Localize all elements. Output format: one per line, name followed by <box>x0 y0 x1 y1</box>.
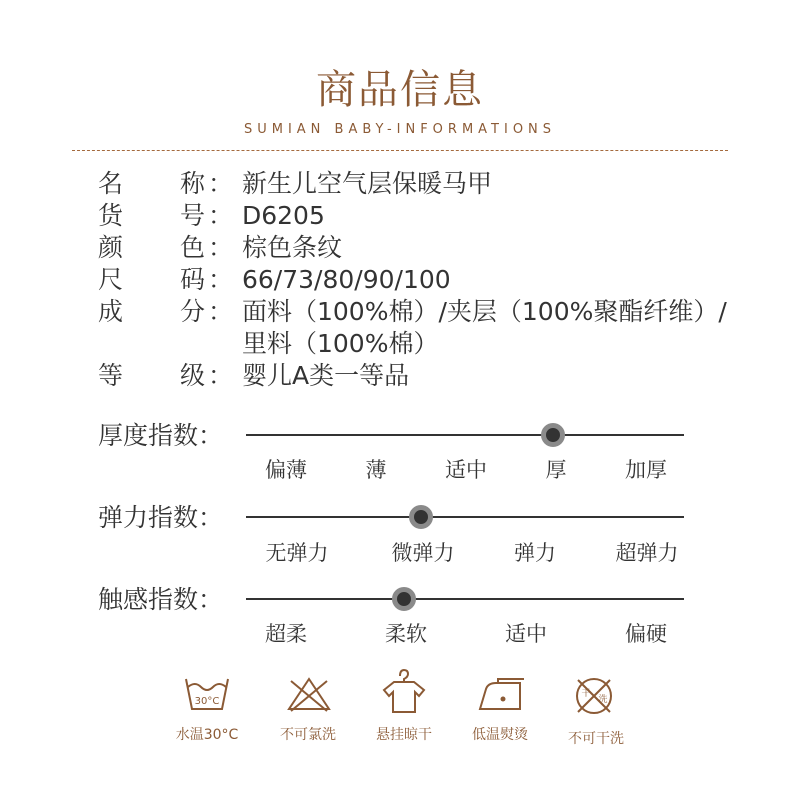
info-label-part: 分 <box>180 297 206 326</box>
no-dry-clean-icon <box>572 674 616 718</box>
info-value-material: 面料（100%棉）/夹层（100%聚酯纤维）/ <box>242 297 727 326</box>
info-value-material-cont: 里料（100%棉） <box>242 329 439 358</box>
touch-option: 偏硬 <box>625 622 667 646</box>
thickness-option: 厚 <box>545 458 567 482</box>
touch-option: 适中 <box>505 622 547 646</box>
info-value-name: 新生儿空气层保暖马甲 <box>242 169 493 198</box>
elasticity-option: 微弹力 <box>391 541 455 565</box>
hang-dry-icon <box>380 668 428 716</box>
dashed-divider <box>72 150 728 151</box>
elasticity-scale-line <box>246 516 684 518</box>
care-label-dryclean: 不可干洗 <box>568 731 624 747</box>
elasticity-scale-knob <box>409 505 433 529</box>
thickness-option: 加厚 <box>625 458 667 482</box>
info-colon: ： <box>208 169 234 198</box>
info-label-part: 成 <box>98 297 124 326</box>
info-colon: ： <box>208 361 234 390</box>
info-label-part: 级 <box>180 361 206 390</box>
thickness-scale-knob <box>541 423 565 447</box>
care-label-dry: 悬挂晾干 <box>376 727 432 743</box>
elasticity-scale-label: 弹力指数： <box>98 503 224 532</box>
info-value-sku: D6205 <box>242 201 325 230</box>
info-label-part: 码 <box>180 265 206 294</box>
info-value-grade: 婴儿A类一等品 <box>242 361 410 390</box>
info-label-part: 称 <box>180 169 206 198</box>
info-label-part: 货 <box>98 201 124 230</box>
touch-scale-line <box>246 598 684 600</box>
info-colon: ： <box>208 233 234 262</box>
info-label-part: 尺 <box>98 265 124 294</box>
info-label-part: 等 <box>98 361 124 390</box>
info-label-part: 色 <box>180 233 206 262</box>
info-colon: ： <box>208 201 234 230</box>
touch-scale-label: 触感指数： <box>98 585 224 614</box>
info-label-part: 名 <box>98 169 124 198</box>
thickness-option: 适中 <box>445 458 487 482</box>
touch-scale-knob <box>392 587 416 611</box>
page-subtitle: SUMIAN BABY-INFORMATIONS <box>243 122 557 137</box>
info-value-size: 66/73/80/90/100 <box>242 265 451 294</box>
care-label-iron: 低温熨烫 <box>472 727 528 743</box>
no-bleach-icon <box>285 675 333 715</box>
dry-clean-glyph: 洗 <box>598 695 608 705</box>
touch-option: 柔软 <box>385 622 427 646</box>
elasticity-option: 弹力 <box>514 541 556 565</box>
care-label-wash: 水温30°C <box>175 727 239 743</box>
info-colon: ： <box>208 265 234 294</box>
wash-30-icon <box>183 675 231 715</box>
info-label-part: 号 <box>180 201 206 230</box>
thickness-scale-label: 厚度指数： <box>98 421 224 450</box>
page-title: 商品信息 <box>316 67 484 113</box>
touch-option: 超柔 <box>265 622 307 646</box>
info-label-part: 颜 <box>98 233 124 262</box>
elasticity-option: 超弹力 <box>615 541 679 565</box>
dry-clean-glyph: 干 <box>581 689 591 699</box>
thickness-option: 偏薄 <box>265 458 307 482</box>
care-label-bleach: 不可氯洗 <box>280 727 336 743</box>
thickness-option: 薄 <box>365 458 387 482</box>
info-value-color: 棕色条纹 <box>242 233 343 262</box>
wash-temp-text: 30°C <box>194 696 220 707</box>
low-iron-icon <box>476 675 528 715</box>
elasticity-option: 无弹力 <box>265 541 329 565</box>
info-colon: ： <box>208 297 234 326</box>
thickness-scale-line <box>246 434 684 436</box>
